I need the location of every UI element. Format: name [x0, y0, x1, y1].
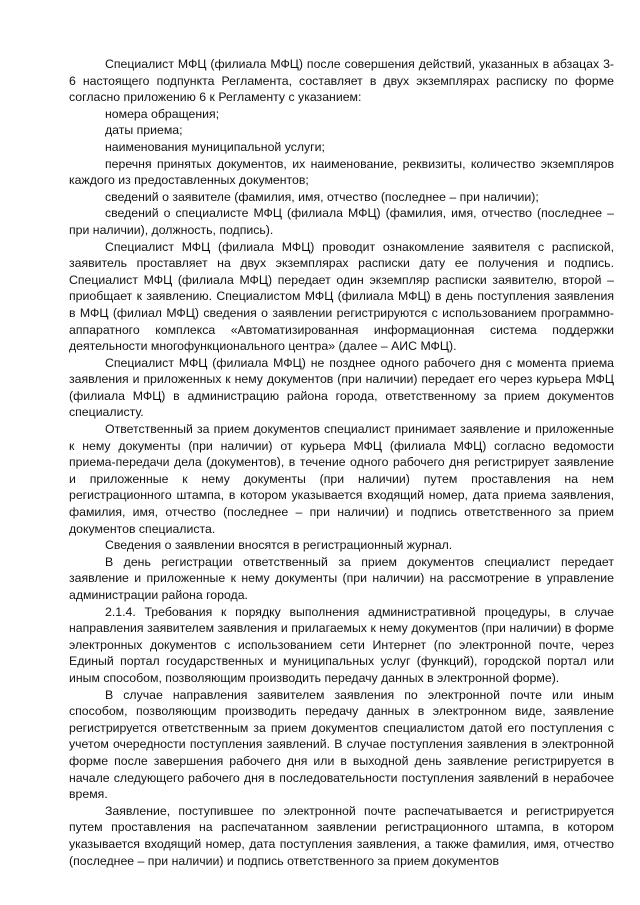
paragraph-receipt-intro: Специалист МФЦ (филиала МФЦ) после совершения действий, указанных в абзацах 3-6 настоящего подпункта Регламента, составляет в двух экземплярах расписку по форме согласно приложению 6 к Регламенту с указанием: [69, 57, 614, 105]
paragraph-section-2-1-4: 2.1.4. Требования к порядку выполнения административной процедуры, в случае направления заявителем заявления и прилагаемых к нему документов (при наличии) в форме электронных документов с использованием сети Интернет (по электронной почте, через Единый портал государственных и муниципальных услуг (функций), городской портал или иным способом, позволяющим производить передачу данных в электронной форме). [69, 604, 614, 685]
paragraph-email-printout: Заявление, поступившее по электронной почте распечатывается и регистрируется путем проставления на распечатанном заявлении регистрационного штампа, в котором указывается входящий номер, дата поступления заявления, а также фамилия, имя, отчество (последнее – при наличии) и подпись ответственного за прием документов [69, 803, 614, 868]
document-page [69, 56, 614, 869]
list-item-applicant-info: сведений о заявителе (фамилия, имя, отчество (последнее – при наличии); [105, 189, 539, 204]
list-item-reception-date: даты приема; [105, 123, 183, 138]
paragraph-receipt-acknowledgement: Специалист МФЦ (филиала МФЦ) проводит ознакомление заявителя с распиской, заявитель проставляет на двух экземплярах расписки дату ее получения и подпись. Специалист МФЦ (филиала МФЦ) передает один экземпляр расписки заявителю, второй – приобщает к заявлению. Специалистом МФЦ (филиала МФЦ) в день поступления заявления в МФЦ (филиал МФЦ) сведения о заявлении регистрируются с использованием программно-аппаратного комплекса «Автоматизированная информационная система поддержки деятельности многофункционального центра» (далее – АИС МФЦ). [69, 239, 614, 354]
paragraph-journal-entry: Сведения о заявлении вносятся в регистрационный журнал. [105, 538, 453, 553]
list-item-specialist-info: сведений о специалисте МФЦ (филиала МФЦ) (фамилия, имя, отчество (последнее – при наличии), должность, подпись). [69, 206, 614, 237]
list-item-request-number: номера обращения; [105, 106, 220, 121]
paragraph-registration-stamp: Ответственный за прием документов специалист принимает заявление и приложенные к нему документы (при наличии) от курьера МФЦ (филиала МФЦ) согласно ведомости приема-передачи дела (документов), в течение одного рабочего дня регистрирует заявление и приложенные к нему документы (при наличии) путем проставления на нем регистрационного штампа, в котором указывается входящий номер, дата приема заявления, фамилия, имя, отчество (последнее – при наличии) и подпись ответственного за прием документов специалиста. [69, 422, 614, 536]
paragraph-courier-transfer: Специалист МФЦ (филиала МФЦ) не позднее одного рабочего дня с момента приема заявления и приложенных к нему документов (при наличии) передает его через курьера МФЦ (филиала МФЦ) в администрацию района города, ответственному за прием документов специалисту. [69, 355, 614, 420]
paragraph-electronic-registration: В случае направления заявителем заявления по электронной почте или иным способом, позволяющим производить передачу данных в электронном виде, заявление регистрируется ответственным за прием документов специалистом датой его поступления с учетом очередности поступления заявлений. В случае поступления заявления в электронной форме после завершения рабочего дня или в выходной день заявление регистрируется в начале следующего рабочего дня в последовательности поступления заявлений в нерабочее время. [69, 687, 614, 802]
list-item-service-name: наименования муниципальной услуги; [105, 139, 325, 154]
list-item-documents-list: перечня принятых документов, их наименование, реквизиты, количество экземпляров каждого из предоставленных документов; [69, 156, 614, 188]
paragraph-forward-to-department: В день регистрации ответственный за прием документов специалист передает заявление и приложенные к нему документы (при наличии) на рассмотрение в управление администрации района города. [69, 554, 614, 602]
